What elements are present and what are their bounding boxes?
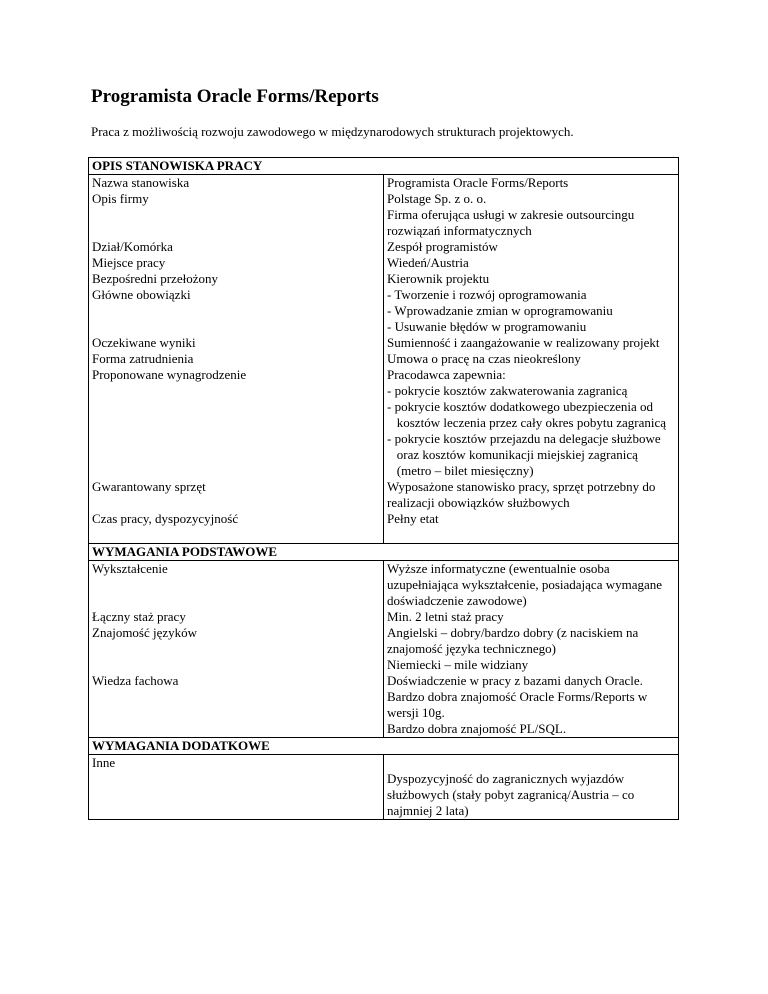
value-line: Bardzo dobra znajomość PL/SQL.: [387, 721, 567, 736]
row-label: Miejsce pracy: [89, 255, 384, 271]
value-line: Wyposażone stanowisko pracy, sprzęt potrzebny do: [387, 479, 656, 494]
row-label: Bezpośredni przełożony: [89, 271, 384, 287]
row-label: Dział/Komórka: [89, 239, 384, 255]
value-line: Wyższe informatyczne (ewentualnie osoba: [387, 561, 610, 576]
table-row: [89, 511, 679, 544]
value-line: - Usuwanie błędów w programowaniu: [387, 319, 587, 334]
table-row: [89, 335, 679, 351]
value-line: Umowa o pracę na czas nieokreślony: [387, 351, 581, 366]
value-line: realizacji obowiązków służbowych: [387, 495, 570, 510]
value-line: Kierownik projektu: [387, 271, 490, 286]
row-label: Oczekiwane wyniki: [89, 335, 384, 351]
row-label: Czas pracy, dyspozycyjność: [89, 511, 384, 544]
value-line: Min. 2 letni staż pracy: [387, 609, 504, 624]
table-row: [89, 239, 679, 255]
row-value: [384, 511, 679, 544]
value-line: rozwiązań informatycznych: [387, 223, 532, 238]
value-line: Bardzo dobra znajomość Oracle Forms/Reports w: [387, 689, 648, 704]
value-line: Pełny etat: [387, 511, 439, 526]
document-subtitle: Praca z możliwością rozwoju zawodowego w międzynarodowych strukturach projektowych.: [91, 124, 574, 139]
row-value: [384, 609, 679, 625]
value-line: wersji 10g.: [387, 705, 445, 720]
job-description-table: [88, 157, 679, 820]
document-title: Programista Oracle Forms/Reports: [91, 86, 379, 107]
value-line: - pokrycie kosztów dodatkowego ubezpieczenia od: [387, 399, 654, 414]
row-value: [384, 561, 679, 610]
value-line: kosztów leczenia przez cały okres pobytu zagranicą: [387, 415, 667, 430]
value-line: Firma oferująca usługi w zakresie outsourcingu: [387, 207, 635, 222]
value-line: - pokrycie kosztów przejazdu na delegacje służbowe: [387, 431, 661, 446]
row-value: [384, 191, 679, 239]
row-label: Inne: [89, 755, 384, 820]
value-line: (metro – bilet miesięczny): [387, 463, 534, 478]
value-line: służbowych (stały pobyt zagranicą/Austria – co: [387, 787, 635, 802]
table-row: [89, 287, 679, 335]
value-line: Dyspozycyjność do zagranicznych wyjazdów: [387, 771, 625, 786]
table-row: [89, 755, 679, 820]
table-row: [89, 191, 679, 239]
section-header: OPIS STANOWISKA PRACY: [89, 158, 679, 175]
row-label: Forma zatrudnienia: [89, 351, 384, 367]
row-label: Proponowane wynagrodzenie: [89, 367, 384, 479]
value-line: Pracodawca zapewnia:: [387, 367, 506, 382]
value-line: Zespół programistów: [387, 239, 498, 254]
table-row: [89, 351, 679, 367]
row-label: Opis firmy: [89, 191, 384, 239]
table-row: [89, 175, 679, 192]
row-value: [384, 351, 679, 367]
job-table-body: [89, 158, 679, 820]
value-line: - Tworzenie i rozwój oprogramowania: [387, 287, 587, 302]
value-line: uzupełniająca wykształcenie, posiadająca wymagane: [387, 577, 663, 592]
value-line: [387, 755, 678, 771]
value-line: znajomość języka technicznego): [387, 641, 556, 656]
row-label: Główne obowiązki: [89, 287, 384, 335]
value-line: najmniej 2 lata): [387, 803, 469, 818]
table-row: [89, 479, 679, 511]
value-line: Wiedeń/Austria: [387, 255, 469, 270]
row-value: [384, 367, 679, 479]
row-label: Łączny staż pracy: [89, 609, 384, 625]
row-value: [384, 271, 679, 287]
row-value: [384, 239, 679, 255]
table-row: [89, 367, 679, 479]
value-line: Polstage Sp. z o. o.: [387, 191, 487, 206]
section-header: WYMAGANIA PODSTAWOWE: [89, 544, 679, 561]
value-line: doświadczenie zawodowe): [387, 593, 527, 608]
value-line: Angielski – dobry/bardzo dobry (z naciskiem na: [387, 625, 639, 640]
table-row: [89, 561, 679, 610]
value-line: - pokrycie kosztów zakwaterowania zagranicą: [387, 383, 628, 398]
row-label: Wykształcenie: [89, 561, 384, 610]
value-line: [387, 527, 678, 543]
row-value: [384, 287, 679, 335]
row-label: Gwarantowany sprzęt: [89, 479, 384, 511]
table-row: [89, 673, 679, 738]
section-header: WYMAGANIA DODATKOWE: [89, 738, 679, 755]
section-header-row-wymagania-dodatkowe: [89, 738, 679, 755]
row-label: Znajomość języków: [89, 625, 384, 673]
row-value: [384, 479, 679, 511]
table-row: [89, 625, 679, 673]
value-line: Sumienność i zaangażowanie w realizowany projekt: [387, 335, 660, 350]
row-value: [384, 673, 679, 738]
row-value: [384, 175, 679, 192]
section-header-row-wymagania-podstawowe: [89, 544, 679, 561]
value-line: - Wprowadzanie zmian w oprogramowaniu: [387, 303, 613, 318]
row-value: [384, 625, 679, 673]
value-line: Niemiecki – mile widziany: [387, 657, 529, 672]
value-line: oraz kosztów komunikacji miejskiej zagranicą: [387, 447, 638, 462]
row-label: Wiedza fachowa: [89, 673, 384, 738]
table-row: [89, 271, 679, 287]
section-header-row-opis-stanowiska-pracy: [89, 158, 679, 175]
table-row: [89, 255, 679, 271]
row-value: [384, 255, 679, 271]
value-line: Programista Oracle Forms/Reports: [387, 175, 569, 190]
table-row: [89, 609, 679, 625]
row-value: [384, 335, 679, 351]
row-value: [384, 755, 679, 820]
row-label: Nazwa stanowiska: [89, 175, 384, 192]
value-line: Doświadczenie w pracy z bazami danych Oracle.: [387, 673, 643, 688]
